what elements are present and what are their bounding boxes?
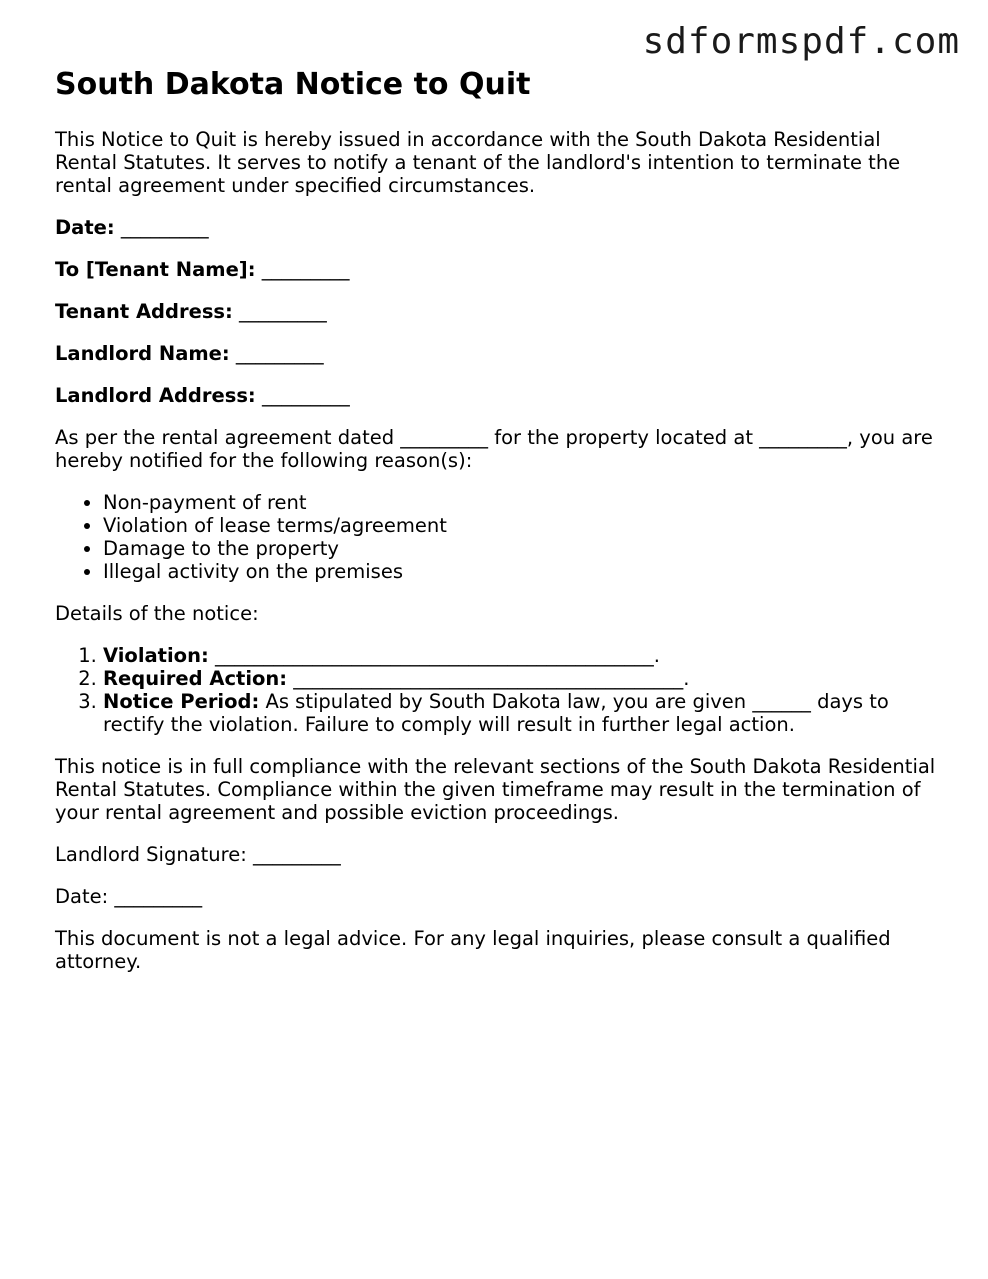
details-list [55,644,945,736]
landlord-name-blank: _________ [235,342,324,365]
landlord-name-label: Landlord Name: [55,342,230,365]
signature-line: Landlord Signature: _________ [55,843,341,866]
tenant-name-label: To [Tenant Name]: [55,258,256,281]
intro-paragraph: This Notice to Quit is hereby issued in accordance with the South Dakota Residential Rental Statutes. It serves to notify a tenant of the landlord's intention to terminate the rental agreement under specified circumstances. [55,128,901,197]
list-item [103,644,945,667]
tenant-address-field [55,300,945,323]
landlord-address-label: Landlord Address: [55,384,256,407]
detail-label: Notice Period: [103,690,260,713]
landlord-address-blank: _________ [261,384,350,407]
detail-text: ________________________________________. [293,667,690,690]
detail-text: As stipulated by South Dakota law, you are given ______ days to rectify the violation. Failure to comply will result in further legal action. [103,690,889,736]
tenant-address-label: Tenant Address: [55,300,233,323]
reasons-list [55,491,945,583]
signature-date-line: Date: _________ [55,885,203,908]
tenant-name-field [55,258,945,281]
tenant-address-blank: _________ [239,300,327,323]
tenant-name-blank: _________ [261,258,350,281]
date-blank: _________ [120,216,209,239]
watermark: sdformspdf.com [642,21,960,62]
compliance-paragraph: This notice is in full compliance with the relevant sections of the South Dakota Residential Rental Statutes. Compliance within the given timeframe may result in the termination of your rental agreement and possible eviction proceedings. [55,755,936,824]
list-item: • Non-payment of rent [103,491,945,514]
agreement-paragraph: As per the rental agreement dated _________ for the property located at _________, you are hereby notified for the following reason(s): [55,426,933,472]
list-item [103,667,945,690]
detail-text: _____________________________________________. [214,644,660,667]
details-heading: Details of the notice: [55,602,259,625]
date-label: Date: [55,216,115,239]
detail-label: Violation: [103,644,209,667]
list-item: • Damage to the property [103,537,945,560]
date-field [55,216,945,239]
page-title: South Dakota Notice to Quit [55,67,531,102]
document-page [55,66,945,992]
landlord-name-field [55,342,945,365]
detail-label: Required Action: [103,667,288,690]
list-item: • Illegal activity on the premises [103,560,945,583]
list-item: • Violation of lease terms/agreement [103,514,945,537]
disclaimer: This document is not a legal advice. For any legal inquiries, please consult a qualified attorney. [55,927,891,973]
landlord-address-field [55,384,945,407]
list-item [103,690,945,736]
